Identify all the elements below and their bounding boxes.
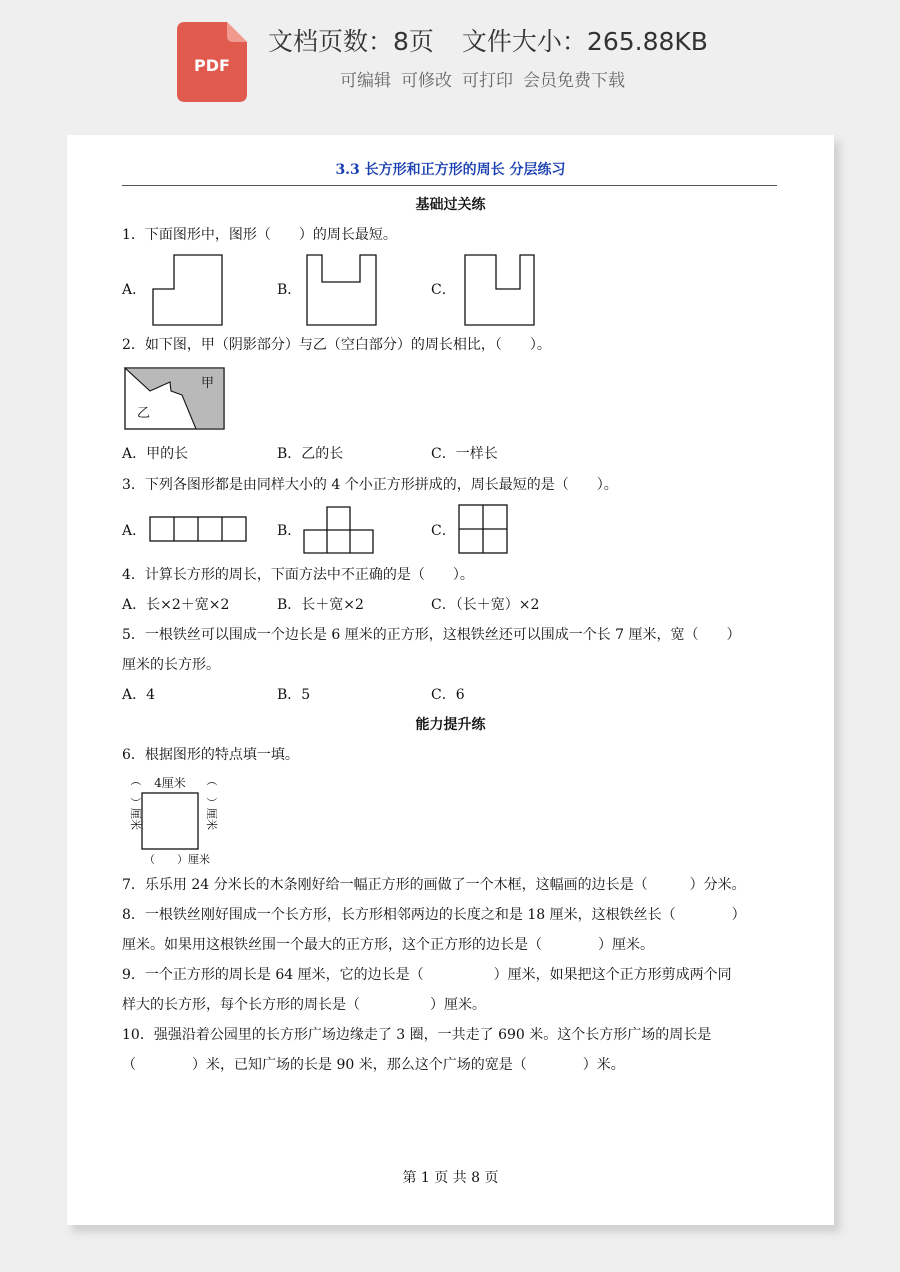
feature-printable: 可打印 <box>462 71 513 91</box>
label-yi: 乙 <box>137 406 151 421</box>
document-page[interactable] <box>67 135 834 1225</box>
q1-option-c-label: C． <box>431 282 456 298</box>
question-10-line-1: 10．强强沿着公园里的长方形广场边缘走了 3 圈，一共走了 690 米。这个长方形广场的周长是 <box>122 1027 712 1043</box>
feature-list <box>340 66 635 91</box>
q5-option-c: C．6 <box>431 687 465 703</box>
q1-option-b-label: B． <box>277 282 302 298</box>
question-5-line-2: 厘米的长方形。 <box>122 657 220 673</box>
section-advanced-heading: 能力提升练 <box>415 717 486 733</box>
q3-figure-b <box>303 506 375 554</box>
q3-option-c-label: C． <box>431 523 456 539</box>
q3-option-a-label: A． <box>122 523 147 539</box>
pdf-file-icon <box>177 22 247 102</box>
question-6-text: 6．根据图形的特点填一填。 <box>122 747 299 763</box>
feature-editable: 可编辑 <box>340 71 391 91</box>
feature-free-download: 会员免费下载 <box>523 71 625 91</box>
document-info-header <box>0 0 900 130</box>
q4-option-a: A．长×2＋宽×2 <box>122 597 230 613</box>
q1-option-a-label: A． <box>122 282 147 298</box>
question-5-line-1: 5．一根铁丝可以围成一个边长是 6 厘米的正方形，这根铁丝还可以围成一个长 7 厘米，宽（ ） <box>122 627 741 643</box>
pdf-badge-label: PDF <box>194 56 230 75</box>
title-divider <box>122 185 777 186</box>
q2-option-c: C．一样长 <box>431 446 498 462</box>
page-footer: 第 1 页 共 8 页 <box>402 1170 499 1186</box>
question-8-line-2: 厘米。如果用这根铁丝围一个最大的正方形，这个正方形的边长是（ ）厘米。 <box>122 937 654 953</box>
question-3-text: 3．下列各图形都是由同样大小的 4 个小正方形拼成的，周长最短的是（ ）。 <box>122 477 618 493</box>
feature-modifiable: 可修改 <box>401 71 452 91</box>
q6-right-label: （ ）厘米 <box>205 775 218 830</box>
question-10-line-2: （ ）米，已知广场的长是 90 米，那么这个广场的宽是（ ）米。 <box>122 1057 625 1073</box>
question-7-text: 7．乐乐用 24 分米长的木条刚好给一幅正方形的画做了一个木框，这幅画的边长是（ ）分米。 <box>122 877 746 893</box>
q2-option-a: A．甲的长 <box>122 446 189 462</box>
q1-figure-c <box>463 253 537 327</box>
q2-figure <box>124 367 226 431</box>
q3-option-b-label: B． <box>277 523 302 539</box>
q4-option-b: B．长＋宽×2 <box>277 597 364 613</box>
q2-option-b: B．乙的长 <box>277 446 344 462</box>
question-9-line-2: 样大的长方形，每个长方形的周长是（ ）厘米。 <box>122 997 486 1013</box>
q4-option-c: C．（长＋宽）×2 <box>431 597 540 613</box>
q5-option-b: B．5 <box>277 687 311 703</box>
q3-figure-a <box>149 516 247 542</box>
question-9-line-1: 9．一个正方形的周长是 64 厘米，它的边长是（ ）厘米，如果把这个正方形剪成两个同 <box>122 967 732 983</box>
q1-figure-b <box>305 253 379 327</box>
document-title: 3.3 长方形和正方形的周长 分层练习 <box>335 162 566 178</box>
q5-option-a: A．4 <box>122 687 156 703</box>
document-stats <box>268 22 736 58</box>
section-basic-heading: 基础过关练 <box>415 197 486 213</box>
q1-figure-a <box>151 253 225 327</box>
label-jia: 甲 <box>201 376 215 391</box>
q6-left-label: （ ）厘米 <box>129 775 142 830</box>
question-2-text: 2．如下图，甲（阴影部分）与乙（空白部分）的周长相比，（ ）。 <box>122 337 551 353</box>
q6-figure <box>122 771 232 871</box>
question-8-line-1: 8．一根铁丝刚好围成一个长方形，长方形相邻两边的长度之和是 18 厘米，这根铁丝长（ ） <box>122 907 746 923</box>
file-size: 文件大小：265.88KB <box>461 27 708 56</box>
q6-bottom-label: （ ）厘米 <box>144 853 210 866</box>
question-4-text: 4．计算长方形的周长，下面方法中不正确的是（ ）。 <box>122 567 474 583</box>
question-1-text: 1．下面图形中，图形（ ）的周长最短。 <box>122 227 397 243</box>
q6-top-label: 4厘米 <box>154 776 186 790</box>
q3-figure-c <box>458 504 508 554</box>
page-count: 文档页数：8页 <box>268 27 434 56</box>
